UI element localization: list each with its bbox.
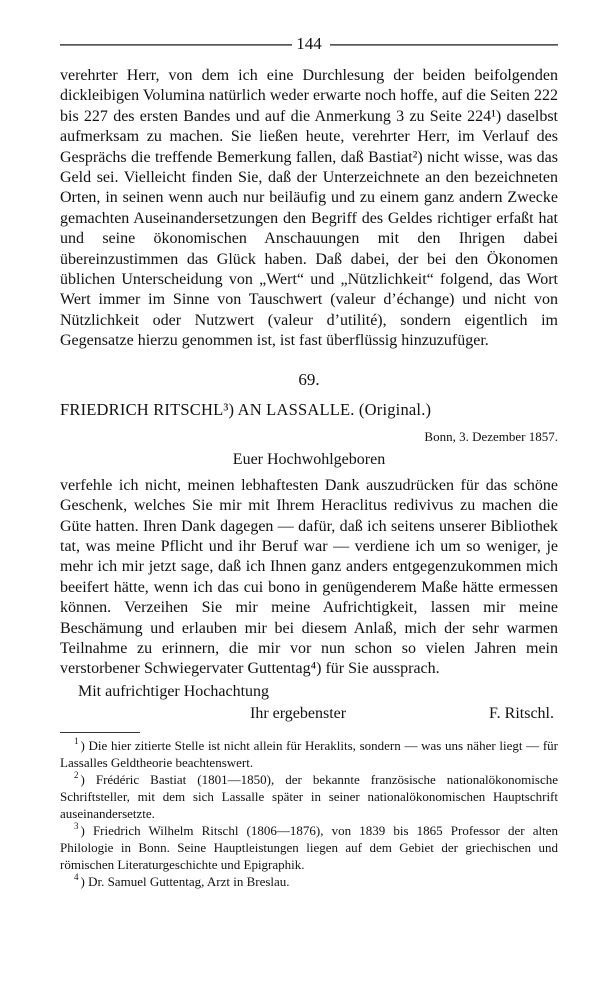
footnote-mark: 1 [74, 736, 79, 747]
signature-row [60, 704, 558, 726]
page-number: 144 [296, 34, 322, 53]
footnotes [60, 737, 558, 890]
footnote-3 [60, 822, 558, 873]
previous-letter-text: verehrter Herr, von dem ich eine Durchlesung der beiden beifolgenden dickleibigen Volumina natürlich weder erwarte noch hoffe, auf die Seiten 222 bis 227 des ersten Bandes und auf die Anmerkung 3 zu Seite 224¹) daselbst aufmerksam zu machen. Sie ließen heute, verehrter Herr, im Verlauf des Gesprächs die treffende Bemerkung fallen, daß Bastiat²) nicht wisse, was das Geld sei. Vielleicht finden Sie, daß der Unterzeichnete an den bezeichneten Orten, in seinen wenn auch nur beiläufig und zu einem ganz andern Zwecke gemachten Auseinandersetzungen den Begriff des Geldes richtiger erfaßt hat und seine ökonomischen Anschauungen mit den Ihrigen dabei übereinzustimmen das Glück haben. Daß dabei, der bei den Ökonomen üblichen Unterscheidung von „Wert“ und „Nützlichkeit“ folgend, das Wort Wert immer im Sinne von Tauschwert (valeur d’échange) und nicht von Nützlichkeit oder Nutzwert (valeur d’utilité), sondern eigentlich im Gegensatze hierzu genommen ist, ist fast überflüssig hinzuzufüger. [60, 67, 558, 350]
footnote-4 [60, 873, 558, 890]
footnote-mark: 3 [74, 821, 79, 832]
footnote-text: ) Dr. Samuel Guttentag, Arzt in Breslau. [80, 873, 290, 889]
book-page [60, 34, 558, 890]
footnote-text: ) Frédéric Bastiat (1801—1850), der bekannte französische nationalökonomische Schriftsteller, mit dem sich Lassalle später in seiner nationalökonomischen Hauptschrift auseinandersetzte. [60, 771, 558, 821]
signature-greeting: Ihr ergebenster [250, 704, 347, 722]
footnote-mark: 4 [74, 872, 79, 883]
footnote-2 [60, 771, 558, 822]
footnote-1 [60, 737, 558, 771]
letter-body: verfehle ich nicht, meinen lebhaftesten Dank auszudrücken für das schöne Geschenk, welches Sie mir mit Ihrem Heraclitus redivivus zu machen die Güte hatten. Ihren Dank dagegen — dafür, daß ich seitens unserer Bibliothek tat, was meine Pflicht und ihr Beruf war — verdiene ich um so weniger, je mehr ich mir jetzt sage, daß ich Ihnen ganz anders entgegenzukommen mich beeifert hätte, wenn ich das cui bono in genügenderem Maße hätte ermessen können. Verzeihen Sie mir meine Aufrichtigkeit, lassen mir meine Beschämung und erlauben mir bei diesem Anlaß, mich der sehr warmen Teilnahme zu erinnern, die mir vor nun schon so vielen Jahren mein verstorbener Schwiegervater Guttentag⁴) für Sie aussprach. [60, 476, 558, 678]
letter-heading: FRIEDRICH RITSCHL³) AN LASSALLE. (Original.) [60, 399, 432, 419]
footnote-text: ) Die hier zitierte Stelle ist nicht allein für Heraklits, sondern — was uns näher liegt — für Lassalles Geldtheorie beachtenswert. [60, 737, 558, 770]
letter-closing: Mit aufrichtiger Hochachtung [78, 682, 270, 700]
signature-name: F. Ritschl. [489, 704, 554, 722]
footnote-rule [60, 732, 140, 733]
footnote-text: ) Friedrich Wilhelm Ritschl (1806—1876), von 1839 bis 1865 Professor der alten Philologie in Bonn. Seine Hauptleistungen liegen auf dem Gebiet der griechischen und römischen Literaturgeschichte und Epigraphik. [60, 822, 558, 872]
page-header [60, 34, 558, 58]
header-rule-left [60, 44, 292, 46]
header-rule-right [330, 44, 558, 46]
letter-number: 69. [298, 369, 320, 389]
footnote-mark: 2 [74, 770, 79, 781]
letter-salutation: Euer Hochwohlgeboren [232, 450, 386, 468]
letter-dateline: Bonn, 3. Dezember 1857. [424, 428, 558, 444]
